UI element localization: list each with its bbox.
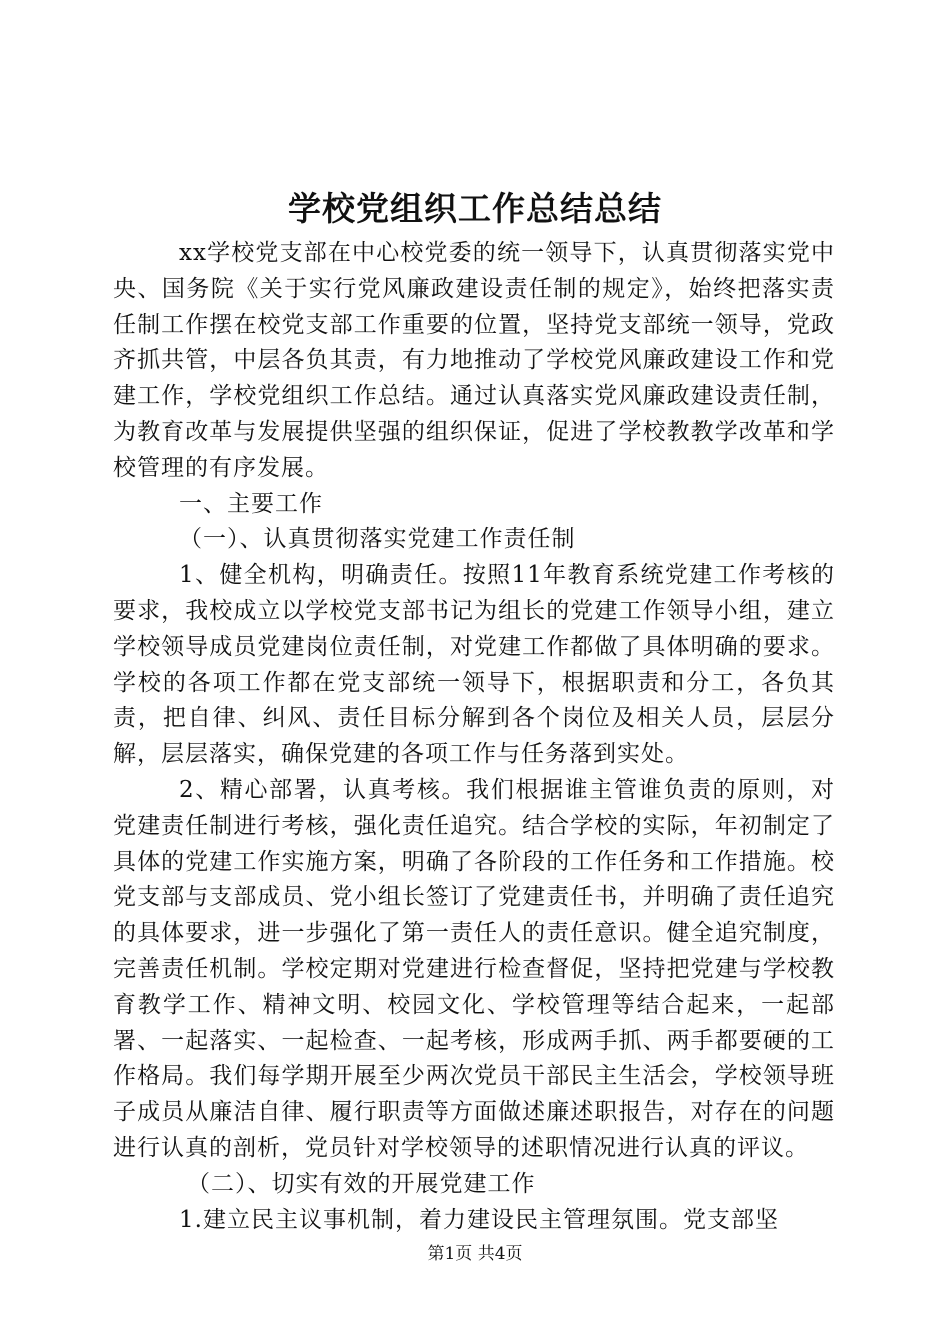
document-title: 学校党组织工作总结总结 [288, 189, 662, 228]
paragraph-intro: xx学校党支部在中心校党委的统一领导下，认真贯彻落实党中央、国务院《关于实行党风廉政建设责任制的规定》，始终把落实责任制工作摆在校党支部工作重要的位置，坚持党支部统一领导，党政齐抓共管，中层各负其责，有力地推动了学校党风廉政建设工作和党建工作，学校党组织工作总结。通过认真落实党风廉政建设责任制，为教育改革与发展提供坚强的组织保证，促进了学校教教学改革和学校管理的有序发展。 [113, 240, 835, 481]
paragraph-item-1: 1、健全机构，明确责任。按照11年教育系统党建工作考核的要求，我校成立以学校党支部书记为组长的党建工作领导小组，建立学校领导成员党建岗位责任制，对党建工作都做了具体明确的要求。学校的各项工作都在党支部统一领导下，根据职责和分工，各负其责，把自律、纠风、责任目标分解到各个岗位及相关人员，层层分解，层层落实，确保党建的各项工作与任务落到实处。 [113, 562, 835, 768]
subsection-heading-1: （一）、认真贯彻落实党建工作责任制 [179, 526, 576, 553]
paragraph-item-2: 2、精心部署，认真考核。我们根据谁主管谁负责的原则，对党建责任制进行考核，强化责任追究。结合学校的实际，年初制定了具体的党建工作实施方案，明确了各阶段的工作任务和工作措施。校党支部与支部成员、党小组长签订了党建责任书，并明确了责任追究的具体要求，进一步强化了第一责任人的责任意识。健全追究制度，完善责任机制。学校定期对党建进行检查督促，坚持把党建与学校教育教学工作、精神文明、校园文化、学校管理等结合起来，一起部署、一起落实、一起检查、一起考核，形成两手抓、两手都要硬的工作格局。我们每学期开展至少两次党员干部民主生活会，学校领导班子成员从廉洁自律、履行职责等方面做述廉述职报告，对存在的问题进行认真的剖析，党员针对学校领导的述职情况进行认真的评议。 [113, 776, 835, 1161]
document-body [113, 236, 835, 1238]
subsection-heading-2: （二）、切实有效的开展党建工作 [187, 1170, 536, 1197]
section-heading-main-work: 一、主要工作 [179, 490, 323, 517]
paragraph-item-3: 1.建立民主议事机制，着力建设民主管理氛围。党支部坚 [179, 1206, 779, 1233]
page-footer: 第1页 共4页 [427, 1244, 523, 1264]
